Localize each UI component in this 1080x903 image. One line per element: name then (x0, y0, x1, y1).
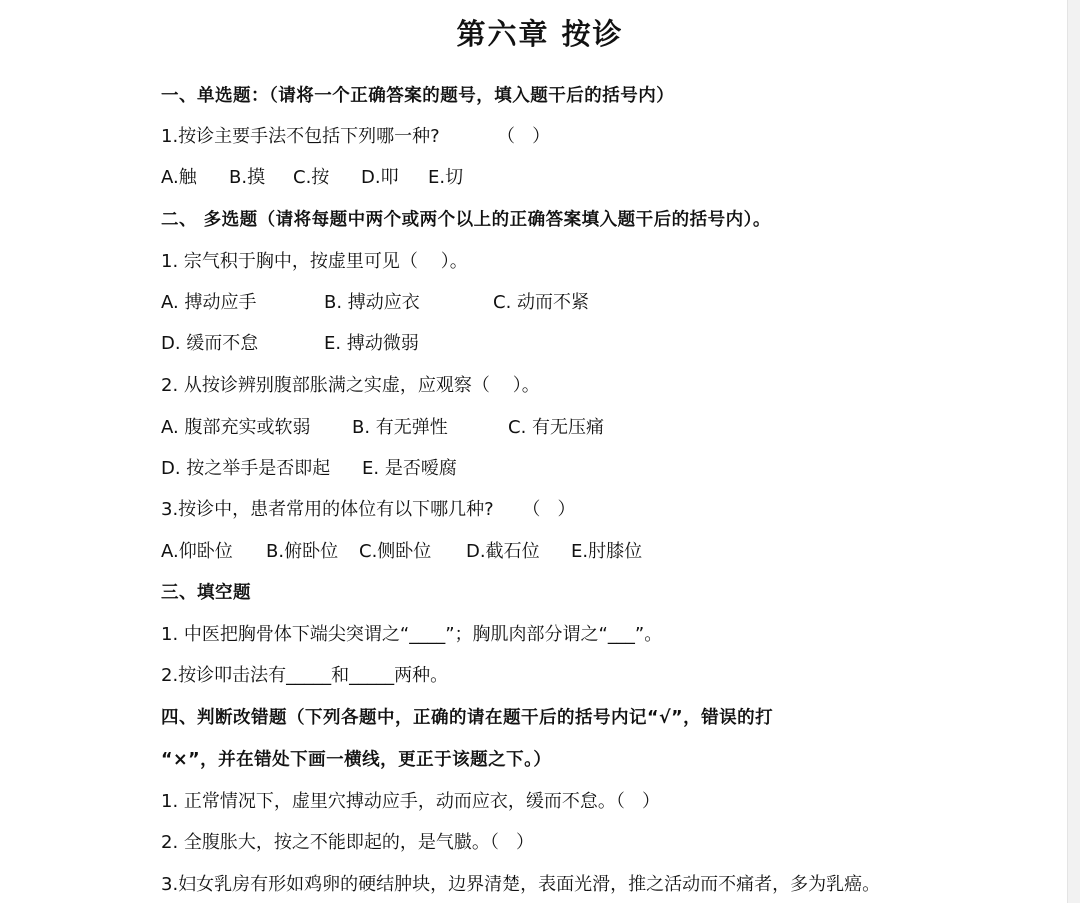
option-e: E.肘膝位 (571, 541, 643, 562)
option-a: A.触 (161, 167, 197, 188)
section-multiple-choice-heading: 二、 多选题（请将每题中两个或两个以上的正确答案填入题干后的括号内）。 (161, 210, 771, 230)
option-b: B.俯卧位 (266, 541, 339, 562)
section-single-choice-heading: 一、单选题：（请将一个正确答案的题号，填入题干后的括号内） (161, 86, 675, 106)
option-c: C.侧卧位 (359, 541, 432, 562)
option-c: C. 动而不紧 (493, 292, 590, 313)
chapter-title: 第六章 按诊 (456, 17, 624, 51)
true-false-q2: 2. 全腹胀大，按之不能即起的，是气臌。（ ） (161, 832, 535, 853)
option-b: B. 有无弹性 (352, 417, 448, 438)
single-choice-q1: 1.按诊主要手法不包括下列哪一种? （ ） (161, 126, 551, 147)
option-a: A.仰卧位 (161, 541, 233, 562)
option-d: D.叩 (361, 167, 399, 188)
section-fill-blank-heading: 三、填空题 (161, 583, 251, 603)
option-c: C. 有无压痛 (508, 417, 605, 438)
multiple-choice-q1: 1. 宗气积于胸中，按虚里可见（ ）。 (161, 251, 468, 272)
option-d: D. 缓而不怠 (161, 333, 259, 354)
option-e: E. 搏动微弱 (324, 333, 419, 354)
multiple-choice-q2: 2. 从按诊辨别腹部胀满之实虚，应观察（ ）。 (161, 375, 540, 396)
option-e: E.切 (428, 167, 464, 188)
true-false-q1: 1. 正常情况下，虚里穴搏动应手，动而应衣，缓而不怠。（ ） (161, 791, 661, 812)
option-e: E. 是否嗳腐 (362, 458, 457, 479)
true-false-q3: 3.妇女乳房有形如鸡卵的硬结肿块，边界清楚，表面光滑，推之活动而不痛者，多为乳癌。 (161, 874, 881, 895)
option-d: D. 按之举手是否即起 (161, 458, 331, 479)
option-b: B.摸 (229, 167, 266, 188)
section-true-false-heading-cont: “×”，并在错处下画一横线，更正于该题之下。） (161, 750, 552, 770)
option-b: B. 搏动应衣 (324, 292, 420, 313)
page-scrollbar[interactable] (1067, 0, 1080, 903)
option-a: A. 腹部充实或软弱 (161, 417, 311, 438)
option-c: C.按 (293, 167, 330, 188)
section-true-false-heading: 四、判断改错题（下列各题中，正确的请在题干后的括号内记“√”，错误的打 (161, 708, 774, 728)
multiple-choice-q3: 3.按诊中，患者常用的体位有以下哪几种? （ ） (161, 499, 576, 520)
fill-blank-q2: 2.按诊叩击法有_____和_____两种。 (161, 665, 449, 686)
option-a: A. 搏动应手 (161, 292, 257, 313)
fill-blank-q1: 1. 中医把胸骨体下端尖突谓之“____”；胸肌肉部分谓之“___”。 (161, 624, 663, 645)
option-d: D.截石位 (466, 541, 540, 562)
